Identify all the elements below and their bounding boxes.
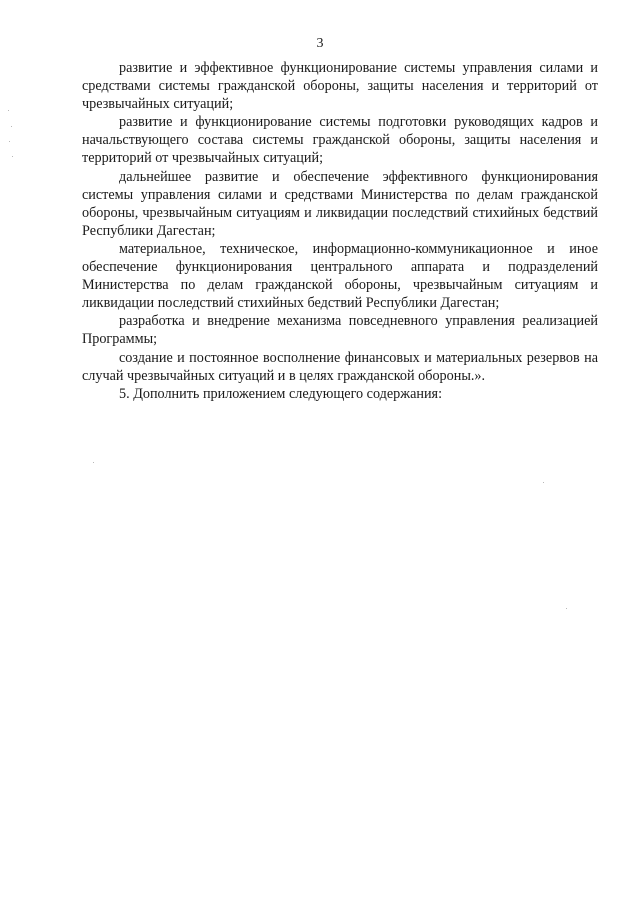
paragraph-6: создание и постоянное восполнение финансовых и материальных резервов на случай чрезвычайных ситуаций и в целях гражданской обороны.». xyxy=(82,349,598,384)
scan-speck xyxy=(11,126,12,127)
page-number: 3 xyxy=(316,36,324,51)
scan-speck xyxy=(543,482,544,483)
paragraph-7: 5. Дополнить приложением следующего содержания: xyxy=(119,385,443,402)
scan-speck xyxy=(566,608,567,609)
scan-speck xyxy=(93,462,94,463)
paragraph-2: развитие и функционирование системы подготовки руководящих кадров и начальствующего состава системы гражданской обороны, защиты населения и территорий от чрезвычайных ситуаций; xyxy=(82,114,598,167)
paragraph-5: разработка и внедрение механизма повседневного управления реализацией Программы; xyxy=(82,313,598,348)
document-body xyxy=(82,59,598,403)
scan-speck xyxy=(9,141,10,142)
paragraph-4: материальное, техническое, информационно-коммуникационное и иное обеспечение функционирования центрального аппарата и подразделений Министерства по делам гражданской обороны, чрезвычайным ситуациям и ликвидации последствий стихийных бедствий Республики Дагестан; xyxy=(82,240,598,312)
paragraph-1: развитие и эффективное функционирование системы управления силами и средствами системы гражданской обороны, защиты населения и территорий от чрезвычайных ситуаций; xyxy=(82,60,598,113)
scan-speck xyxy=(8,110,9,111)
paragraph-3: дальнейшее развитие и обеспечение эффективного функционирования системы управления силами и средствами Министерства по делам гражданской обороны, чрезвычайным ситуациям и ликвидации последствий стихийных бедствий Республики Дагестан; xyxy=(82,168,598,239)
scan-speck xyxy=(12,156,13,157)
